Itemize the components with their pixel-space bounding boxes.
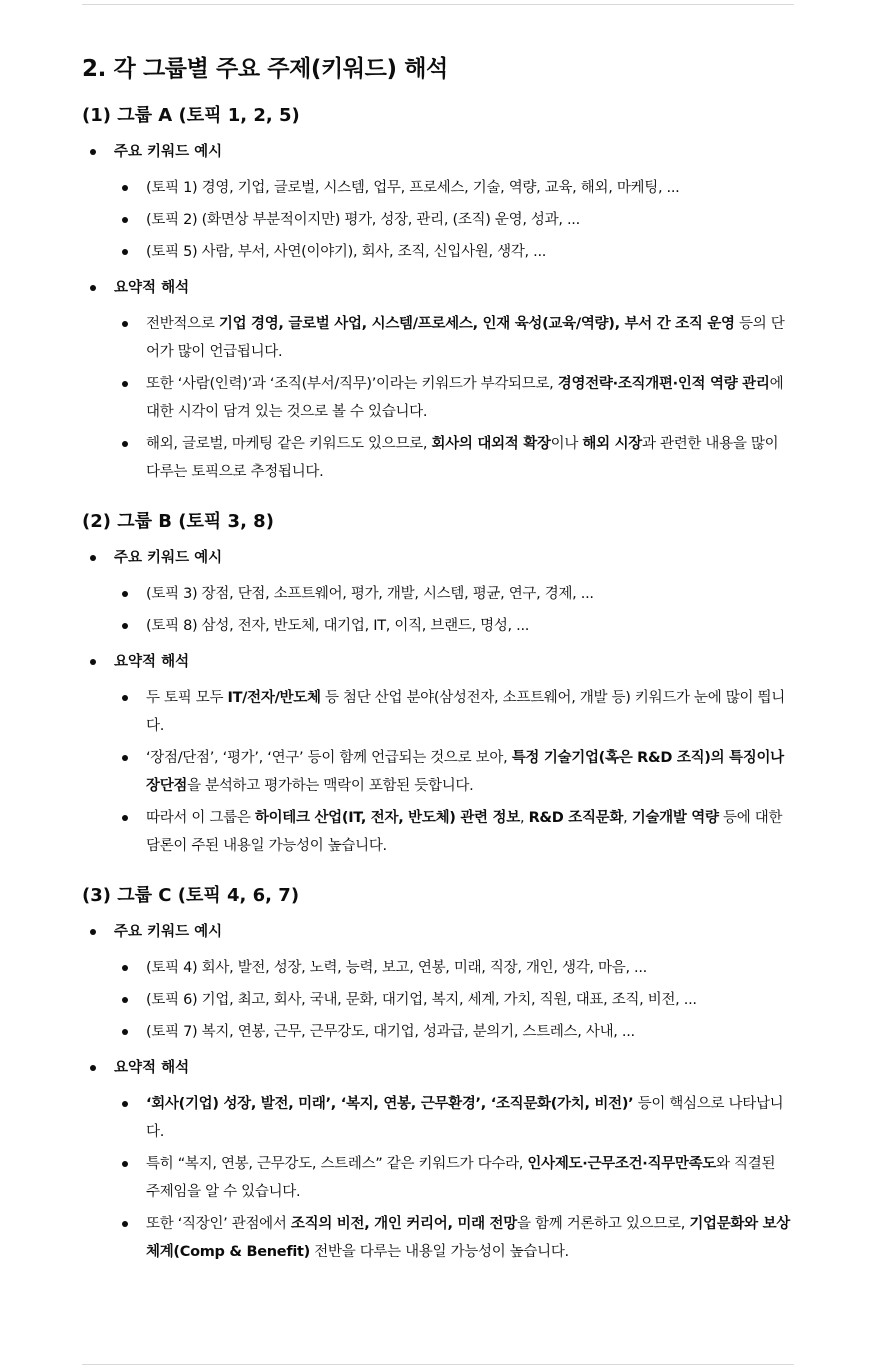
- keyword-text: (토픽 7) 복지, 연봉, 근무, 근무강도, 대기업, 성과급, 분의기, 스트레스, 사내, ...: [146, 1024, 635, 1040]
- emphasis-text: ‘회사(기업) 성장, 발전, 미래’, ‘복지, 연봉, 근무환경’, ‘조직문화(가치, 비전)’: [146, 1096, 634, 1112]
- summary-heading: [82, 644, 794, 680]
- list-heading-text: 주요 키워드 예시: [114, 144, 223, 160]
- emphasis-text: R&D 조직문화: [528, 810, 624, 826]
- bullet-icon: [122, 185, 128, 191]
- summary-heading: [82, 1050, 794, 1086]
- summary-text: 전반을 다루는 내용일 가능성이 높습니다.: [309, 1244, 569, 1260]
- keywords-heading: [82, 134, 794, 170]
- summary-text: 등 첨단 산업 분야(삼성전자, 소프트웨어, 개발 등) 키워드가 눈에 많이 띕니다.: [146, 690, 785, 734]
- summary-item: [82, 430, 794, 486]
- bullet-icon: [122, 591, 128, 597]
- summary-text: 따라서 이 그룹은: [146, 810, 255, 826]
- keyword-item: [82, 580, 794, 608]
- keyword-item: [82, 1018, 794, 1046]
- summary-text: 두 토픽 모두: [146, 690, 228, 706]
- emphasis-text: 회사의 대외적 확장: [431, 436, 551, 452]
- top-divider: [82, 4, 794, 5]
- bullet-icon: [90, 659, 96, 665]
- emphasis-text: 기업문화와 보상체계(Comp & Benefit): [146, 1216, 791, 1260]
- summary-item: [82, 1150, 794, 1206]
- emphasis-text: 기업 경영, 글로벌 사업, 시스템/프로세스, 인재 육성(교육/역량), 부서 간 조직 운영: [218, 316, 735, 332]
- bullet-icon: [122, 249, 128, 255]
- group-section: [82, 864, 794, 1266]
- group-outline: [82, 914, 794, 1266]
- bottom-divider: [82, 1364, 794, 1365]
- list-heading-text: 요약적 해석: [114, 1060, 190, 1076]
- keyword-text: (토픽 2) (화면상 부분적이지만) 평가, 성장, 관리, (조직) 운영, 성과, ...: [146, 212, 580, 228]
- summary-text: 와 직결된 주제임을 알 수 있습니다.: [146, 1156, 776, 1200]
- summary-text: 또한 ‘직장인’ 관점에서: [146, 1216, 291, 1232]
- group-sections: [82, 98, 794, 1266]
- bullet-icon: [122, 1221, 128, 1227]
- group-section: [82, 98, 794, 486]
- bullet-icon: [122, 755, 128, 761]
- group-title: (1) 그룹 A (토픽 1, 2, 5): [82, 105, 300, 126]
- summary-item: [82, 370, 794, 426]
- summary-text: ‘장점/단점’, ‘평가’, ‘연구’ 등이 함께 언급되는 것으로 보아,: [146, 750, 512, 766]
- summary-text: 특히 “복지, 연봉, 근무강도, 스트레스” 같은 키워드가 다수라,: [146, 1156, 528, 1172]
- bullet-icon: [122, 815, 128, 821]
- keyword-item: [82, 986, 794, 1014]
- summary-text: 등이 핵심으로 나타납니다.: [146, 1096, 784, 1140]
- summary-item: [82, 1090, 794, 1146]
- summary-heading: [82, 270, 794, 306]
- document-body: [82, 40, 794, 1270]
- keyword-text: (토픽 5) 사람, 부서, 사연(이야기), 회사, 조직, 신입사원, 생각, ...: [146, 244, 547, 260]
- keyword-text: (토픽 4) 회사, 발전, 성장, 노력, 능력, 보고, 연봉, 미래, 직장, 개인, 생각, 마음, ...: [146, 960, 647, 976]
- bullet-icon: [122, 623, 128, 629]
- summary-item: [82, 1210, 794, 1266]
- group-outline: [82, 540, 794, 860]
- summary-text: 해외, 글로벌, 마케팅 같은 키워드도 있으므로,: [146, 436, 432, 452]
- summary-text: 전반적으로: [146, 316, 219, 332]
- keyword-item: [82, 954, 794, 982]
- keyword-item: [82, 206, 794, 234]
- summary-item: [82, 684, 794, 740]
- emphasis-text: 하이테크 산업(IT, 전자, 반도체) 관련 정보: [254, 810, 520, 826]
- bullet-icon: [122, 1161, 128, 1167]
- summary-text: 과 관련한 내용을 많이 다루는 토픽으로 추정됩니다.: [146, 436, 779, 480]
- bullet-icon: [90, 1065, 96, 1071]
- group-outline: [82, 134, 794, 486]
- emphasis-text: 해외 시장: [582, 436, 642, 452]
- keyword-text: (토픽 3) 장점, 단점, 소프트웨어, 평가, 개발, 시스템, 평균, 연구, 경제, ...: [146, 586, 594, 602]
- bullet-icon: [122, 381, 128, 387]
- bullet-icon: [122, 217, 128, 223]
- keywords-heading: [82, 914, 794, 950]
- bullet-icon: [122, 441, 128, 447]
- emphasis-text: 특정 기술기업(혹은 R&D 조직)의 특징이나 장단점: [146, 750, 784, 794]
- keyword-text: (토픽 8) 삼성, 전자, 반도체, 대기업, IT, 이직, 브랜드, 명성, ...: [146, 618, 530, 634]
- summary-text: 등의 단어가 많이 언급됩니다.: [146, 316, 785, 360]
- summary-item: [82, 310, 794, 366]
- list-heading-text: 요약적 해석: [114, 280, 190, 296]
- summary-text: 을 분석하고 평가하는 맥락이 포함된 듯합니다.: [187, 778, 474, 794]
- keywords-heading: [82, 540, 794, 576]
- list-heading-text: 요약적 해석: [114, 654, 190, 670]
- keyword-item: [82, 174, 794, 202]
- bullet-icon: [90, 929, 96, 935]
- summary-text: 등에 대한 담론이 주된 내용일 가능성이 높습니다.: [146, 810, 783, 854]
- emphasis-text: 경영전략·조직개편·인적 역량 관리: [557, 376, 770, 392]
- summary-text: 또한 ‘사람(인력)’과 ‘조직(부서/직무)’이라는 키워드가 부각되므로,: [146, 376, 558, 392]
- group-title: (3) 그룹 C (토픽 4, 6, 7): [82, 885, 300, 906]
- bullet-icon: [122, 695, 128, 701]
- keyword-text: (토픽 6) 기업, 최고, 회사, 국내, 문화, 대기업, 복지, 세계, 가치, 직원, 대표, 조직, 비전, ...: [146, 992, 697, 1008]
- summary-text: ,: [519, 810, 529, 826]
- emphasis-text: 조직의 비전, 개인 커리어, 미래 전망: [290, 1216, 517, 1232]
- list-heading-text: 주요 키워드 예시: [114, 924, 223, 940]
- bullet-icon: [90, 285, 96, 291]
- bullet-icon: [122, 997, 128, 1003]
- section-spacer: [82, 490, 794, 504]
- list-heading-text: 주요 키워드 예시: [114, 550, 223, 566]
- emphasis-text: 기술개발 역량: [631, 810, 719, 826]
- bullet-icon: [122, 1029, 128, 1035]
- group-title: (2) 그룹 B (토픽 3, 8): [82, 511, 274, 532]
- page-title: 2. 각 그룹별 주요 주제(키워드) 해석: [82, 56, 448, 82]
- bullet-icon: [122, 965, 128, 971]
- bullet-icon: [122, 1101, 128, 1107]
- emphasis-text: IT/전자/반도체: [227, 690, 321, 706]
- group-section: [82, 490, 794, 860]
- bullet-icon: [90, 149, 96, 155]
- summary-item: [82, 744, 794, 800]
- emphasis-text: 인사제도·근무조건·직무만족도: [527, 1156, 717, 1172]
- section-spacer: [82, 864, 794, 878]
- summary-text: 이나: [550, 436, 583, 452]
- keyword-item: [82, 612, 794, 640]
- bullet-icon: [90, 555, 96, 561]
- summary-text: 을 함께 거론하고 있으므로,: [516, 1216, 690, 1232]
- summary-text: ,: [623, 810, 632, 826]
- summary-item: [82, 804, 794, 860]
- keyword-item: [82, 238, 794, 266]
- summary-text: 에 대한 시각이 담겨 있는 것으로 볼 수 있습니다.: [146, 376, 784, 420]
- keyword-text: (토픽 1) 경영, 기업, 글로벌, 시스템, 업무, 프로세스, 기술, 역량, 교육, 해외, 마케팅, ...: [146, 180, 680, 196]
- bullet-icon: [122, 321, 128, 327]
